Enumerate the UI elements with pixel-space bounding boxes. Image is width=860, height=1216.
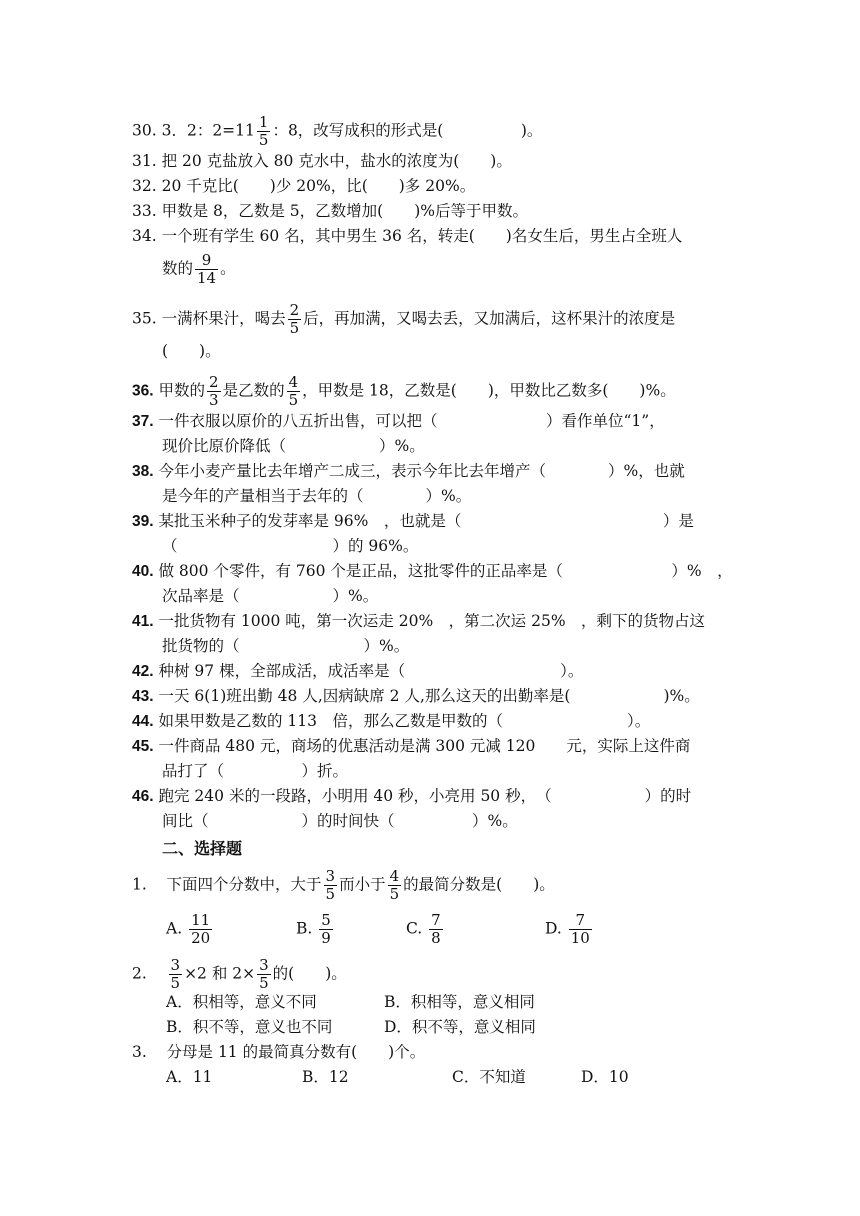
question-38-cont xyxy=(162,486,471,506)
question-text: 是今年的产量相当于去年的（ ）%。 xyxy=(162,487,472,505)
question-number: 1. xyxy=(132,875,147,894)
question-text: 一个班有学生 60 名，其中男生 36 名，转走( )名女生后，男生占全班人 xyxy=(161,227,683,245)
fraction: $\frac{3}{5}$ xyxy=(259,956,269,992)
option-a[interactable]: A．11 xyxy=(166,1068,213,1086)
question-text: 的( )。 xyxy=(272,964,347,983)
question-text: 一天 6(1)班出勤 48 人,因病缺席 2 人,那么这天的出勤率是( )%。 xyxy=(158,687,700,705)
choice-question-2 xyxy=(132,957,347,992)
option-c[interactable]: B．积不等，意义也不同 xyxy=(166,1018,333,1036)
question-text: 一批货物有 1000 吨，第一次运走 20% ，第二次运 25% ，剩下的货物占这 xyxy=(158,612,706,630)
question-text: 批货物的（ ）%。 xyxy=(162,637,410,655)
question-text: ( )。 xyxy=(162,342,221,360)
question-number: 33. xyxy=(132,202,157,220)
question-33 xyxy=(132,201,528,221)
option-d[interactable]: D. $\frac{7}{10}$ xyxy=(545,911,590,947)
question-text: 某批玉米种子的发芽率是 96% ，也就是（ ）是 xyxy=(158,512,694,530)
question-text: 甲数是 8，乙数是 5，乙数增加( )%后等于甲数。 xyxy=(161,202,528,220)
option-b[interactable]: B．12 xyxy=(302,1068,349,1086)
question-text: 数的 xyxy=(162,259,194,278)
question-number: 38. xyxy=(132,463,154,480)
question-35 xyxy=(132,302,675,337)
question-34-cont xyxy=(162,252,236,287)
question-text: 把 20 克盐放入 80 克水中，盐水的浓度为( )。 xyxy=(161,152,512,170)
question-41 xyxy=(132,611,705,632)
fraction: $\frac{1}{5}$ xyxy=(258,113,269,149)
question-37 xyxy=(132,411,665,432)
question-number: 36. xyxy=(132,382,154,400)
question-number: 44. xyxy=(132,713,154,730)
question-text: 而小于 xyxy=(339,875,386,894)
question-text: 一件商品 480 元，商场的优惠活动是满 300 元减 120 元，实际上这件商 xyxy=(158,737,691,755)
option-d[interactable]: D．10 xyxy=(581,1068,629,1086)
fraction: $\frac{3}{5}$ xyxy=(325,867,336,903)
question-text: 做 800 个零件，有 760 个是正品，这批零件的正品率是（ ）% ， xyxy=(158,562,733,580)
question-46 xyxy=(132,786,691,807)
fraction: $\frac{3}{5}$ xyxy=(170,956,181,992)
question-37-cont xyxy=(162,436,425,456)
question-40 xyxy=(132,561,733,582)
question-text: ：8，改写成积的形式是( )。 xyxy=(272,121,543,140)
question-39 xyxy=(132,511,694,532)
question-number: 37. xyxy=(132,413,154,430)
option-b[interactable]: B．积相等，意义相同 xyxy=(384,993,535,1011)
question-text: 今年小麦产量比去年增产二成三，表示今年比去年增产（ ）%，也就 xyxy=(158,462,685,480)
question-number: 40. xyxy=(132,563,154,580)
question-number: 41. xyxy=(132,613,154,630)
question-45-cont xyxy=(162,761,348,781)
question-text: 的最简分数是( )。 xyxy=(403,875,555,894)
question-text: 品打了（ ）折。 xyxy=(162,762,349,780)
question-text: 现价比原价降低（ ）%。 xyxy=(162,437,425,455)
section-title: 二、选择题 xyxy=(162,839,243,858)
question-number: 45. xyxy=(132,738,154,755)
question-number: 42. xyxy=(132,663,154,680)
option-d[interactable]: D．积不等，意义相同 xyxy=(384,1018,536,1036)
question-text: 一满杯果汁，喝去 xyxy=(161,309,286,328)
question-number: 3. xyxy=(132,1043,147,1061)
question-number: 31. xyxy=(132,152,157,170)
question-text: 3．2：2=11 xyxy=(161,121,255,140)
question-number: 39. xyxy=(132,513,154,530)
question-number: 46. xyxy=(132,788,154,805)
question-number: 35. xyxy=(132,309,157,328)
question-number: 32. xyxy=(132,177,157,195)
option-a[interactable]: A．积相等，意义不同 xyxy=(166,993,317,1011)
question-text: 如果甲数是乙数的 113 倍，那么乙数是甲数的（ ）。 xyxy=(158,712,651,730)
question-text: 甲数的 xyxy=(158,381,206,400)
fraction: $\frac{9}{14}$ xyxy=(197,251,217,287)
question-text: 是乙数的 xyxy=(222,381,285,400)
fraction: $\frac{4}{5}$ xyxy=(288,373,299,409)
question-31 xyxy=(132,151,512,171)
question-number: 34. xyxy=(132,227,157,245)
question-36 xyxy=(132,374,676,409)
fraction: $\frac{2}{3}$ xyxy=(209,373,219,409)
option-b[interactable]: B. $\frac{5}{9}$ xyxy=(296,911,331,947)
question-number: 43. xyxy=(132,688,154,705)
question-text: 一件衣服以原价的八五折出售，可以把（ ）看作单位“1”， xyxy=(158,412,665,430)
question-34 xyxy=(132,226,682,246)
question-text: 间比（ ）的时间快（ ）%。 xyxy=(162,812,518,830)
option-c[interactable]: C．不知道 xyxy=(452,1068,526,1086)
fraction: $\frac{2}{5}$ xyxy=(289,301,300,337)
question-number: 30. xyxy=(132,121,157,140)
choice-question-1 xyxy=(132,868,555,903)
question-45 xyxy=(132,736,690,757)
question-text: （ ）的 96%。 xyxy=(162,537,419,555)
question-43 xyxy=(132,686,700,707)
option-a[interactable]: A. $\frac{11}{20}$ xyxy=(166,911,211,947)
question-32 xyxy=(132,176,475,196)
question-text: ，甲数是 18，乙数是( )，甲数比乙数多( )%。 xyxy=(302,381,676,400)
question-44 xyxy=(132,711,650,732)
question-42 xyxy=(132,661,583,682)
question-text: 。 xyxy=(220,259,236,278)
question-number: 2. xyxy=(132,964,147,983)
question-40-cont xyxy=(162,586,378,606)
fraction: $\frac{4}{5}$ xyxy=(389,867,400,903)
question-text: 分母是 11 的最简真分数有( )个。 xyxy=(166,1043,426,1061)
question-35-cont xyxy=(162,341,221,361)
question-text: 跑完 240 米的一段路，小明用 40 秒，小亮用 50 秒， （ ）的时 xyxy=(158,787,692,805)
choice-question-3 xyxy=(132,1042,425,1062)
question-text: 次品率是（ ）%。 xyxy=(162,587,379,605)
question-41-cont xyxy=(162,636,409,656)
question-46-cont xyxy=(162,811,518,831)
question-text: 后，再加满，又喝去丢，又加满后，这杯果汁的浓度是 xyxy=(303,309,676,328)
question-text: ×2 和 2× xyxy=(184,964,256,983)
option-c[interactable]: C. $\frac{7}{8}$ xyxy=(406,911,441,947)
question-text: 种树 97 棵，全部成活，成活率是（ ）。 xyxy=(158,662,584,680)
question-39-cont xyxy=(162,536,418,556)
question-30 xyxy=(132,114,542,149)
question-38 xyxy=(132,461,685,482)
question-text: 20 千克比( )少 20%，比( )多 20%。 xyxy=(161,177,476,195)
question-text: 下面四个分数中，大于 xyxy=(166,875,322,894)
